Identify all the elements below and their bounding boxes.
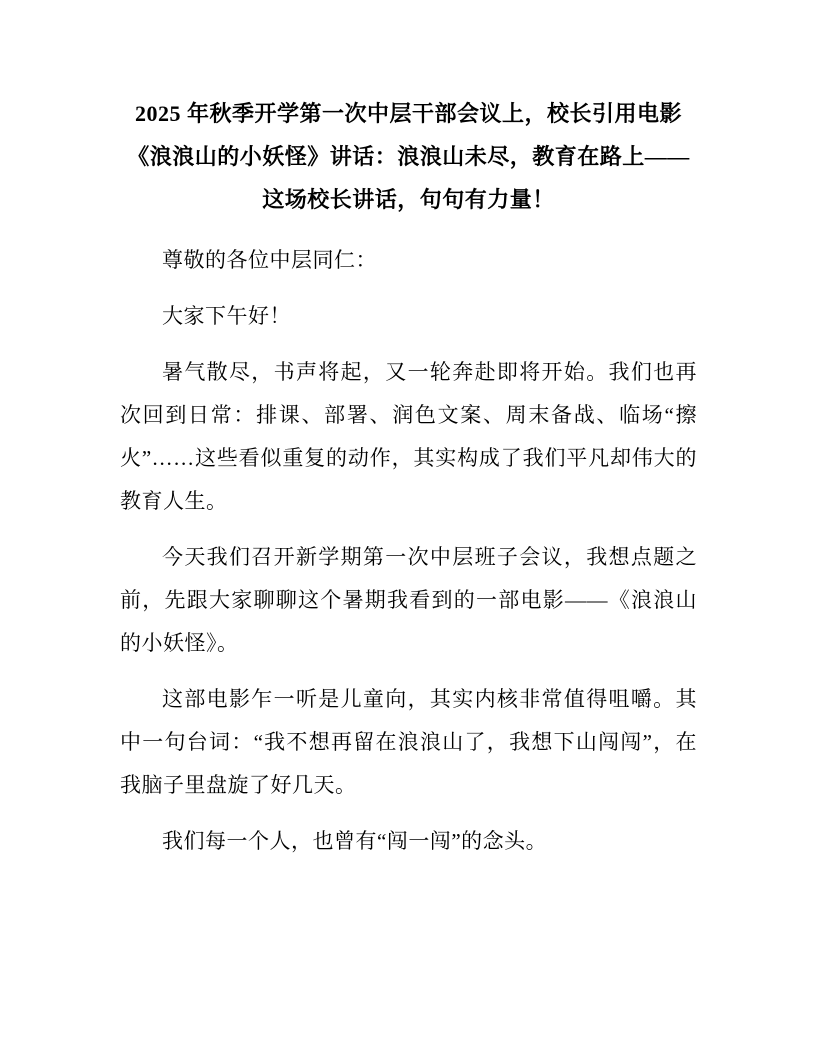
document-title: 2025 年秋季开学第一次中层干部会议上，校长引用电影《浪浪山的小妖怪》讲话：浪浪山未尽，教育在路上——这场校长讲话，句句有力量！ [127,101,690,212]
paragraph-body-2: 今天我们召开新学期第一次中层班子会议，我想点题之前，先跟大家聊聊这个暑期我看到的一部电影——《浪浪山的小妖怪》。 [120,545,697,655]
paragraph-body-1: 暑气散尽，书声将起，又一轮奔赴即将开始。我们也再次回到日常：排课、部署、润色文案、周末备战、临场“擦火”……这些看似重复的动作，其实构成了我们平凡却伟大的教育人生。 [120,360,697,513]
paragraph-salutation: 尊敬的各位中层同仁： [162,248,377,272]
paragraph-body-4: 我们每一个人，也曾有“闯一闯”的念头。 [162,829,548,853]
paragraph-greeting: 大家下午好！ [162,304,291,328]
paragraph-body-3: 这部电影乍一听是儿童向，其实内核非常值得咀嚼。其中一句台词：“我不想再留在浪浪山了，我想下山闯闯”，在我脑子里盘旋了好几天。 [120,687,697,797]
